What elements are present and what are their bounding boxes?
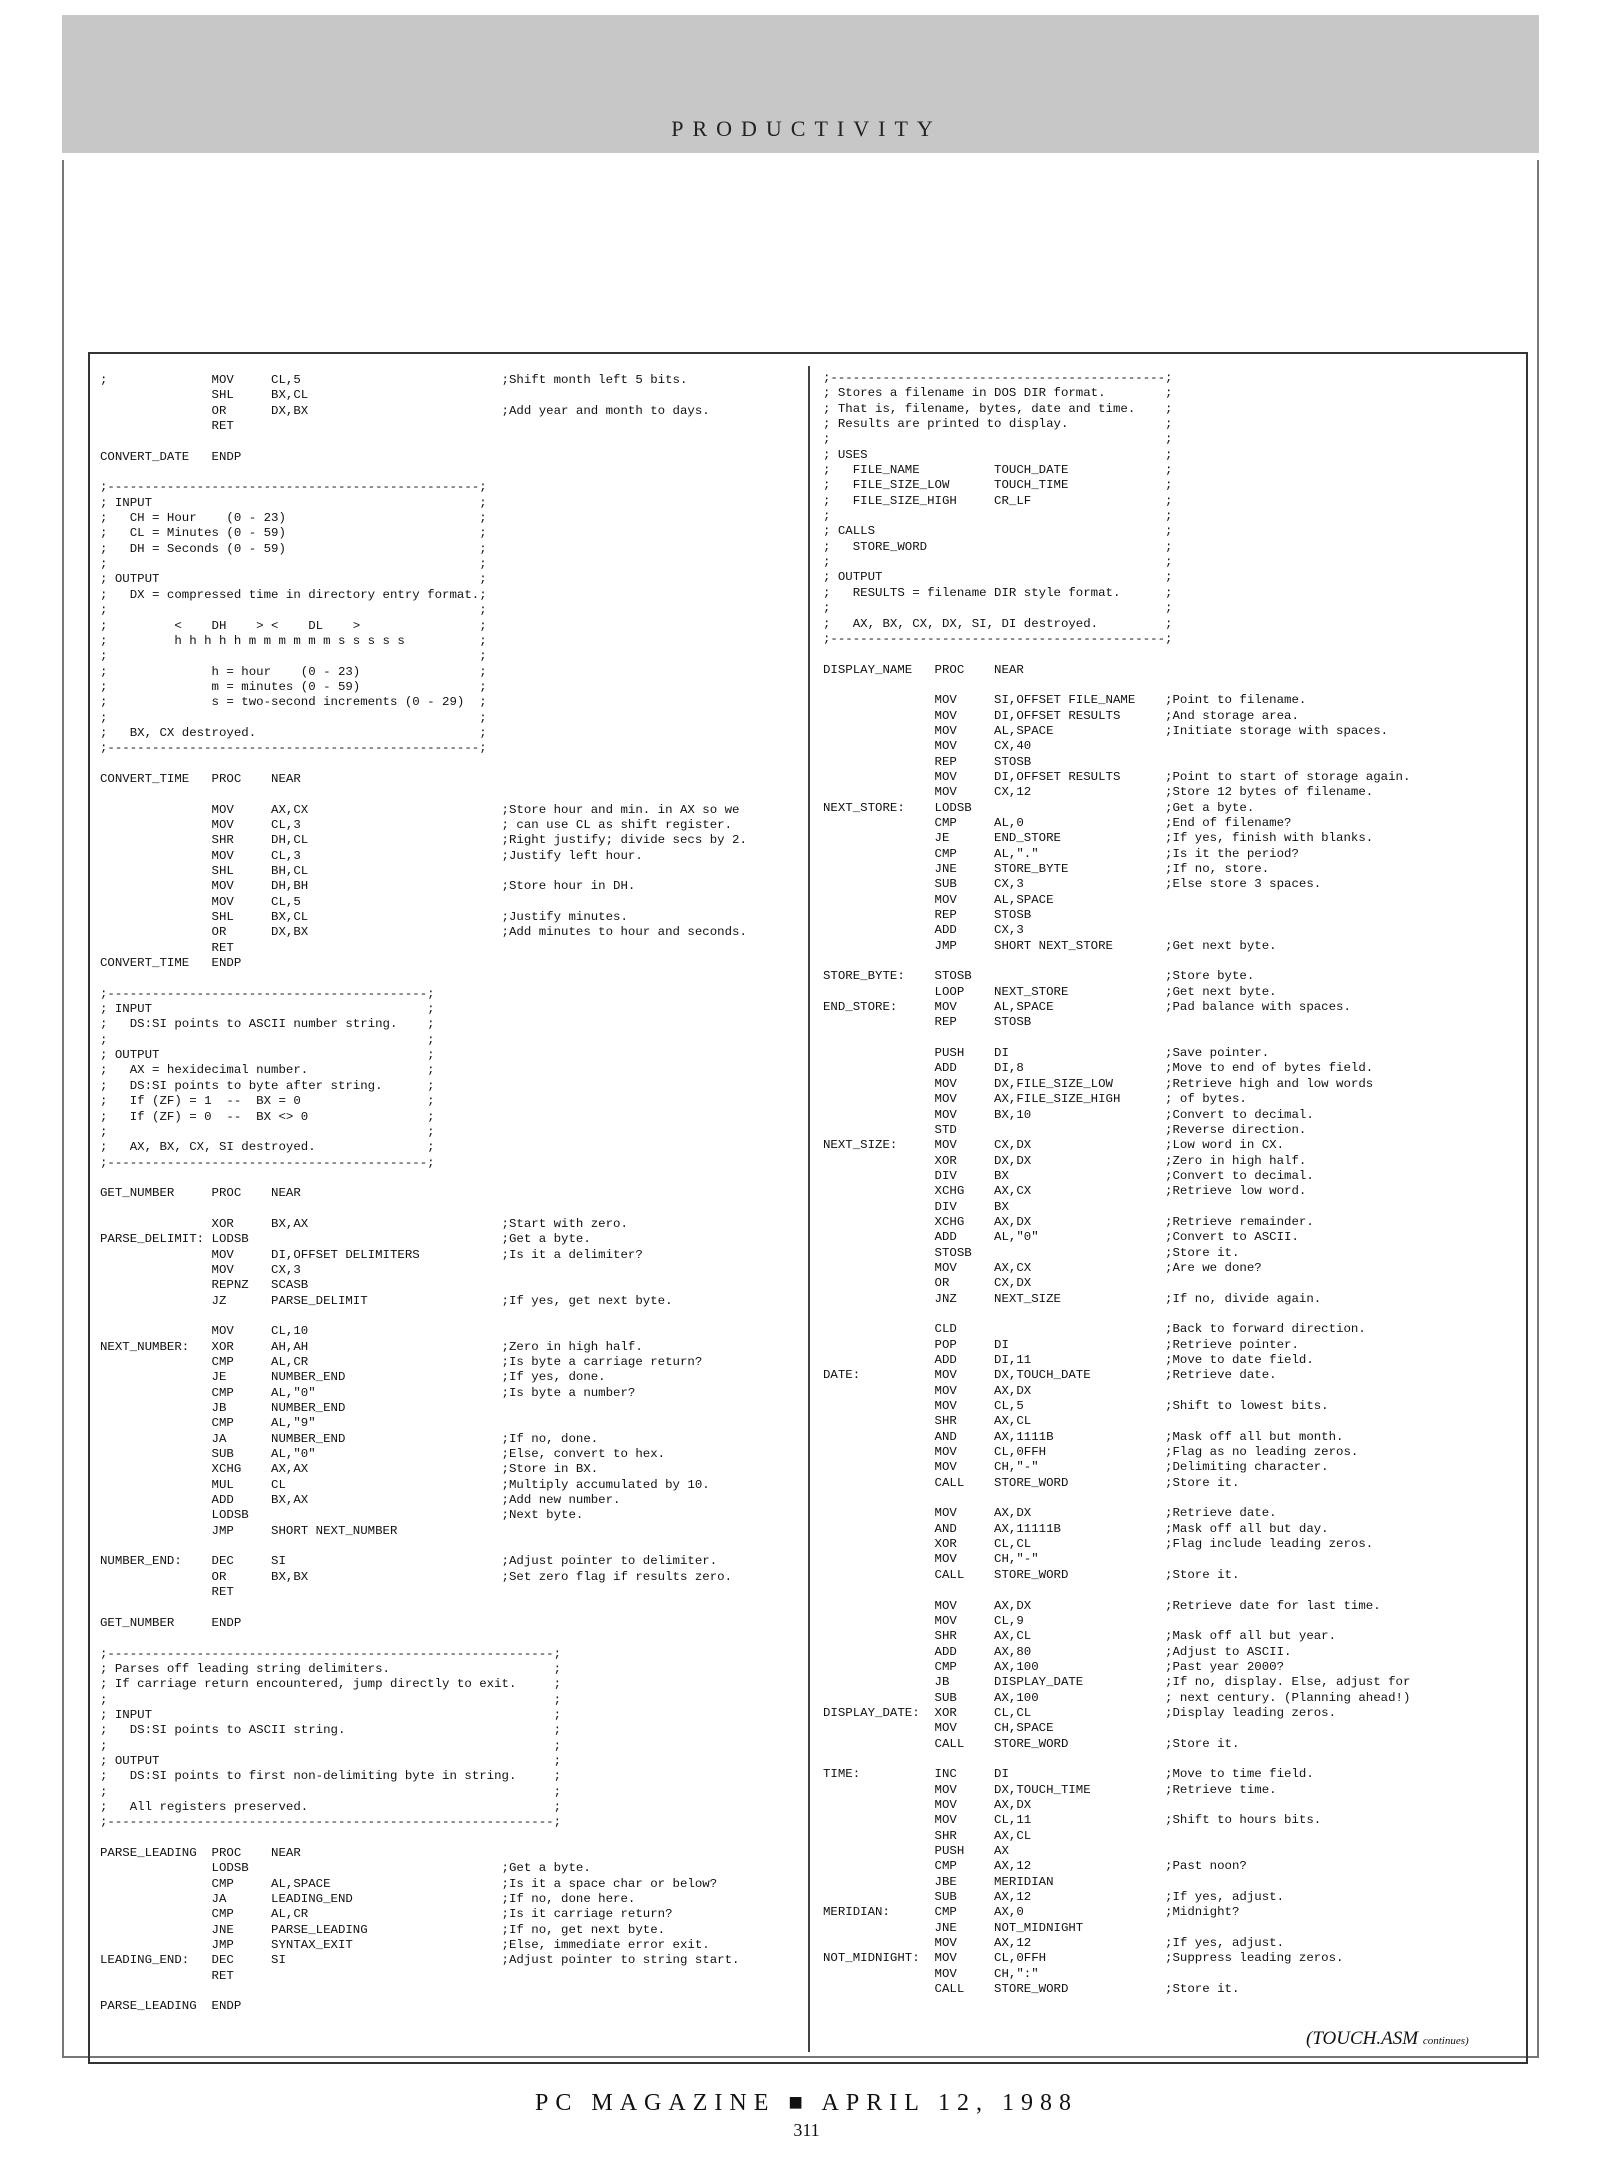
page-number: 311 — [793, 2120, 820, 2140]
section-title: PRODUCTIVITY — [671, 116, 942, 141]
continued-word: continues) — [1422, 2035, 1469, 2047]
column-divider — [808, 366, 810, 2052]
code-listing-right-column: ;---------------------------------------------; ; Stores a filename in DOS DIR format. ; ; That is, filename, bytes, date and time. ; ; Results are printed to display. ; ; ; ; USES ; ; FILE_NAME TOUCH_DATE ; ; FILE_SIZE_LOW TOUCH_TIME ; ; FILE_SIZE_HIGH CR_LF ; ; ; ; CALLS ; ; STORE_WORD ; ; ; ; OUTPUT ; ; RESULTS = filename DIR style format. ; ; ; ; AX, BX, CX, DX, SI, DI destroyed. ; ;---------------------------------------------; DISPLAY_NAME PROC NEAR MOV SI,OFFSET FILE_NAME ;Point to filename. MOV DI,OFFSET RESULTS ;And storage area. MOV AL,SPACE ;Initiate storage with spaces. MOV CX,40 REP STOSB MOV DI,OFFSET RESULTS ;Point to start of storage again. MOV CX,12 ;Store 12 bytes of filename. NEXT_STORE: LODSB ;Get a byte. CMP AL,0 ;End of filename? JE END_STORE ;If yes, finish with blanks. CMP AL,"." ;Is it the period? JNE STORE_BYTE ;If no, store. SUB CX,3 ;Else store 3 spaces. MOV AL,SPACE REP STOSB ADD CX,3 JMP SHORT NEXT_STORE ;Get next byte. STORE_BYTE: STOSB ;Store byte. LOOP NEXT_STORE ;Get next byte. END_STORE: MOV AL,SPACE ;Pad balance with spaces. REP STOSB PUSH DI ;Save pointer. ADD DI,8 ;Move to end of bytes field. MOV DX,FILE_SIZE_LOW ;Retrieve high and low words MOV AX,FILE_SIZE_HIGH ; of bytes. MOV BX,10 ;Convert to decimal. STD ;Reverse direction. NEXT_SIZE: MOV CX,DX ;Low word in CX. XOR DX,DX ;Zero in high half. DIV BX ;Convert to decimal. XCHG AX,CX ;Retrieve low word. DIV BX XCHG AX,DX ;Retrieve remainder. ADD AL,"0" ;Convert to ASCII. STOSB ;Store it. MOV AX,CX ;Are we done? OR CX,DX JNZ NEXT_SIZE ;If no, divide again. CLD ;Back to forward direction. POP DI ;Retrieve pointer. ADD DI,11 ;Move to date field. DATE: MOV DX,TOUCH_DATE ;Retrieve date. MOV AX,DX MOV CL,5 ;Shift to lowest bits. SHR AX,CL AND AX,1111B ;Mask off all but month. MOV CL,0FFH ;Flag as no leading zeros. MOV CH,"-" ;Delimiting character. CALL STORE_WORD ;Store it. MOV AX,DX ;Retrieve date. AND AX,11111B ;Mask off all but day. XOR CL,CL ;Flag include leading zeros. MOV CH,"-" CALL STORE_WORD ;Store it. MOV AX,DX ;Retrieve date for last time. MOV CL,9 SHR AX,CL ;Mask off all but year. ADD AX,80 ;Adjust to ASCII. CMP AX,100 ;Past year 2000? JB DISPLAY_DATE ;If no, display. Else, adjust for SUB AX,100 ; next century. (Planning ahead!) DISPLAY_DATE: XOR CL,CL ;Display leading zeros. MOV CH,SPACE CALL STORE_WORD ;Store it. TIME: INC DI ;Move to time field. MOV DX,TOUCH_TIME ;Retrieve time. MOV AX,DX MOV CL,11 ;Shift to hours bits. SHR AX,CL PUSH AX CMP AX,12 ;Past noon? JBE MERIDIAN SUB AX,12 ;If yes, adjust. MERIDIAN: CMP AX,0 ;Midnight? JNE NOT_MIDNIGHT MOV AX,12 ;If yes, adjust. NOT_MIDNIGHT: MOV CL,0FFH ;Suppress leading zeros. MOV CH,":" CALL STORE_WORD ;Store it. — [823, 371, 1411, 1997]
footer-magazine-line: PC MAGAZINE ■ APRIL 12, 1988 — [535, 2090, 1078, 2116]
continued-note — [1306, 2028, 1469, 2050]
code-listing-left-column: ; MOV CL,5 ;Shift month left 5 bits. SHL BX,CL OR DX,BX ;Add year and month to days. RET CONVERT_DATE ENDP ;--------------------------------------------------; ; INPUT ; ; CH = Hour (0 - 23) ; ; CL = Minutes (0 - 59) ; ; DH = Seconds (0 - 59) ; ; ; ; OUTPUT ; ; DX = compressed time in directory entry format.; ; ; ; < DH > < DL > ; ; h h h h h m m m m m m s s s s s ; ; ; ; h = hour (0 - 23) ; ; m = minutes (0 - 59) ; ; s = two-second increments (0 - 29) ; ; ; ; BX, CX destroyed. ; ;--------------------------------------------------; CONVERT_TIME PROC NEAR MOV AX,CX ;Store hour and min. in AX so we MOV CL,3 ; can use CL as shift register. SHR DH,CL ;Right justify; divide secs by 2. MOV CL,3 ;Justify left hour. SHL BH,CL MOV DH,BH ;Store hour in DH. MOV CL,5 SHL BX,CL ;Justify minutes. OR DX,BX ;Add minutes to hour and seconds. RET CONVERT_TIME ENDP ;-------------------------------------------; ; INPUT ; ; DS:SI points to ASCII number string. ; ; ; ; OUTPUT ; ; AX = hexidecimal number. ; ; DS:SI points to byte after string. ; ; If (ZF) = 1 -- BX = 0 ; ; If (ZF) = 0 -- BX <> 0 ; ; ; ; AX, BX, CX, SI destroyed. ; ;-------------------------------------------; GET_NUMBER PROC NEAR XOR BX,AX ;Start with zero. PARSE_DELIMIT: LODSB ;Get a byte. MOV DI,OFFSET DELIMITERS ;Is it a delimiter? MOV CX,3 REPNZ SCASB JZ PARSE_DELIMIT ;If yes, get next byte. MOV CL,10 NEXT_NUMBER: XOR AH,AH ;Zero in high half. CMP AL,CR ;Is byte a carriage return? JE NUMBER_END ;If yes, done. CMP AL,"0" ;Is byte a number? JB NUMBER_END CMP AL,"9" JA NUMBER_END ;If no, done. SUB AL,"0" ;Else, convert to hex. XCHG AX,AX ;Store in BX. MUL CL ;Multiply accumulated by 10. ADD BX,AX ;Add new number. LODSB ;Next byte. JMP SHORT NEXT_NUMBER NUMBER_END: DEC SI ;Adjust pointer to delimiter. OR BX,BX ;Set zero flag if results zero. RET GET_NUMBER ENDP ;------------------------------------------------------------; ; Parses off leading string delimiters. ; ; If carriage return encountered, jump directly to exit. ; ; ; ; INPUT ; ; DS:SI points to ASCII string. ; ; ; ; OUTPUT ; ; DS:SI points to first non-delimiting byte in string. ; ; ; ; All registers preserved. ; ;------------------------------------------------------------; PARSE_LEADING PROC NEAR LODSB ;Get a byte. CMP AL,SPACE ;Is it a space char or below? JA LEADING_END ;If no, done here. CMP AL,CR ;Is it carriage return? JNE PARSE_LEADING ;If no, get next byte. JMP SYNTAX_EXIT ;Else, immediate error exit. LEADING_END: DEC SI ;Adjust pointer to string start. RET PARSE_LEADING ENDP — [100, 373, 747, 2014]
continued-filename: (TOUCH.ASM — [1306, 2028, 1419, 2049]
